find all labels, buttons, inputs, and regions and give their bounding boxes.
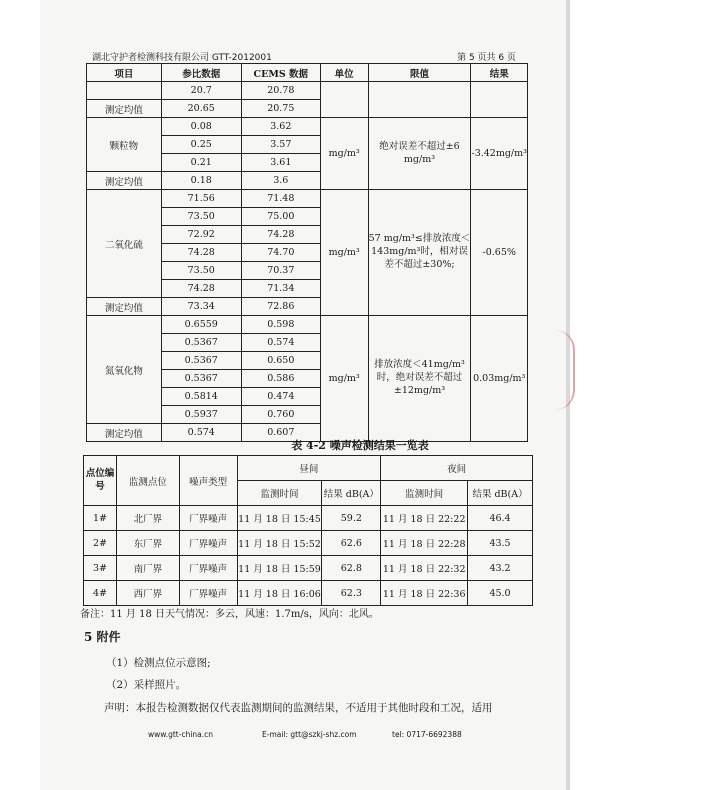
point-number: 1# [84, 506, 117, 531]
item-name: 氮氧化物 [87, 316, 162, 424]
result-cell: -0.65% [471, 190, 528, 316]
column-header: 噪声类型 [179, 456, 237, 506]
declaration-text: 声明：本报告检测数据仅代表监测期间的监测结果，不适用于其他时段和工况，适用 [104, 702, 493, 714]
reference-value: 0.5367 [161, 352, 241, 370]
reference-value: 73.50 [161, 208, 241, 226]
column-header: 参比数据 [161, 64, 241, 82]
point-location: 南厂界 [116, 556, 179, 581]
night-time: 11 月 18 日 22:36 [381, 581, 468, 606]
cems-value: 72.86 [241, 298, 320, 316]
item-name: 二氧化硫 [87, 190, 162, 298]
footer-website: www.gtt-china.cn [148, 730, 214, 739]
page-header [92, 49, 516, 64]
noise-type: 厂界噪声 [179, 506, 237, 531]
column-header: 结果 [471, 64, 528, 82]
seal-stamp-edge [555, 330, 575, 410]
reference-value: 0.5937 [161, 406, 241, 424]
reference-value: 74.28 [161, 280, 241, 298]
reference-value: 0.08 [161, 118, 241, 136]
point-location: 西厂界 [116, 581, 179, 606]
column-header: 限值 [368, 64, 471, 82]
cems-value: 20.75 [241, 100, 320, 118]
cems-value: 0.598 [241, 316, 320, 334]
column-header: 单位 [320, 64, 368, 82]
section-heading: 5 附件 [84, 630, 121, 644]
noise-results-table [83, 455, 533, 606]
column-header: 监测时间 [381, 481, 468, 506]
reference-value: 20.7 [161, 82, 241, 100]
table-row [87, 82, 528, 100]
point-number: 3# [84, 556, 117, 581]
result-cell: -3.42mg/m³ [471, 118, 528, 190]
cems-value: 71.48 [241, 190, 320, 208]
table-header-row [84, 456, 533, 481]
point-location: 北厂界 [116, 506, 179, 531]
weather-note: 备注：11 月 18 日天气情况：多云，风速：1.7m/s，风向：北风。 [80, 609, 379, 620]
column-header: CEMS 数据 [241, 64, 320, 82]
day-time: 11 月 18 日 15:52 [237, 531, 322, 556]
reference-value: 0.5367 [161, 334, 241, 352]
night-time: 11 月 18 日 22:22 [381, 506, 468, 531]
cems-value: 20.78 [241, 82, 320, 100]
day-result: 62.8 [322, 556, 381, 581]
cems-comparison-table [86, 63, 528, 442]
average-label: 测定均值 [87, 298, 162, 316]
reference-value: 0.21 [161, 154, 241, 172]
day-result: 59.2 [322, 506, 381, 531]
table-caption: 表 4-2 噪声检测结果一览表 [291, 439, 429, 452]
column-header: 项目 [87, 64, 162, 82]
night-time: 11 月 18 日 22:28 [381, 531, 468, 556]
day-result: 62.6 [322, 531, 381, 556]
noise-type: 厂界噪声 [179, 531, 237, 556]
cems-value: 0.760 [241, 406, 320, 424]
company-name: 湖北守护者检测科技有限公司 GTT-2012001 [92, 53, 272, 63]
table-row [84, 581, 533, 606]
point-location: 东厂界 [116, 531, 179, 556]
reference-value: 0.18 [161, 172, 241, 190]
result-cell: 0.03mg/m³ [471, 316, 528, 442]
cems-value: 0.650 [241, 352, 320, 370]
cems-value: 75.00 [241, 208, 320, 226]
day-result: 62.3 [322, 581, 381, 606]
night-result: 43.2 [468, 556, 533, 581]
reference-value: 0.5367 [161, 370, 241, 388]
table-row [87, 190, 528, 208]
table-row [84, 531, 533, 556]
table-header-row [87, 64, 528, 82]
table-row [84, 506, 533, 531]
cems-value: 3.61 [241, 154, 320, 172]
day-time: 11 月 18 日 15:59 [237, 556, 322, 581]
night-time: 11 月 18 日 22:32 [381, 556, 468, 581]
table-row [87, 316, 528, 334]
cems-value: 0.586 [241, 370, 320, 388]
point-number: 2# [84, 531, 117, 556]
reference-value: 73.34 [161, 298, 241, 316]
reference-value: 74.28 [161, 244, 241, 262]
cems-value: 71.34 [241, 280, 320, 298]
average-label: 测定均值 [87, 172, 162, 190]
column-header: 结果 dB(A） [468, 481, 533, 506]
footer-email: E-mail: gtt@szkj-shz.com [262, 730, 357, 739]
reference-value: 20.65 [161, 100, 241, 118]
attachment-item: （2）采样照片。 [106, 679, 187, 691]
night-result: 45.0 [468, 581, 533, 606]
unit-cell: mg/m³ [320, 190, 368, 316]
reference-value: 0.25 [161, 136, 241, 154]
reference-value: 71.56 [161, 190, 241, 208]
page-number: 第 5 页共 6 页 [457, 53, 516, 63]
table-row [84, 556, 533, 581]
cems-value: 0.474 [241, 388, 320, 406]
column-header-group: 昼间 [237, 456, 381, 481]
limit-cell: 排放浓度＜41mg/m³时，绝对误差不超过±12mg/m³ [368, 316, 471, 442]
reference-value: 0.5814 [161, 388, 241, 406]
column-header: 监测时间 [237, 481, 322, 506]
reference-value: 0.574 [161, 424, 241, 442]
item-name: 颗粒物 [87, 118, 162, 172]
noise-type: 厂界噪声 [179, 556, 237, 581]
night-result: 46.4 [468, 506, 533, 531]
noise-type: 厂界噪声 [179, 581, 237, 606]
average-label: 测定均值 [87, 100, 162, 118]
cems-value: 3.6 [241, 172, 320, 190]
attachment-item: （1）检测点位示意图; [106, 657, 211, 669]
average-label: 测定均值 [87, 424, 162, 442]
limit-cell: 57 mg/m³≤排放浓度＜143mg/m³时，相对误差不超过±30%; [368, 190, 471, 316]
table-row [87, 118, 528, 136]
column-header: 点位编号 [84, 456, 117, 506]
unit-cell: mg/m³ [320, 316, 368, 442]
cems-value: 3.62 [241, 118, 320, 136]
column-header-group: 夜间 [381, 456, 533, 481]
unit-cell: mg/m³ [320, 118, 368, 190]
cems-value: 0.574 [241, 334, 320, 352]
cems-value: 70.37 [241, 262, 320, 280]
reference-value: 72.92 [161, 226, 241, 244]
footer-phone: tel: 0717-6692388 [392, 730, 462, 739]
cems-value: 3.57 [241, 136, 320, 154]
cems-value: 74.70 [241, 244, 320, 262]
column-header: 监测点位 [116, 456, 179, 506]
column-header: 结果 dB(A） [322, 481, 381, 506]
limit-cell: 绝对误差不超过±6 mg/m³ [368, 118, 471, 190]
reference-value: 73.50 [161, 262, 241, 280]
point-number: 4# [84, 581, 117, 606]
day-time: 11 月 18 日 16:06 [237, 581, 322, 606]
night-result: 43.5 [468, 531, 533, 556]
cems-value: 74.28 [241, 226, 320, 244]
reference-value: 0.6559 [161, 316, 241, 334]
cems-value: 0.607 [241, 424, 320, 442]
day-time: 11 月 18 日 15:45 [237, 506, 322, 531]
